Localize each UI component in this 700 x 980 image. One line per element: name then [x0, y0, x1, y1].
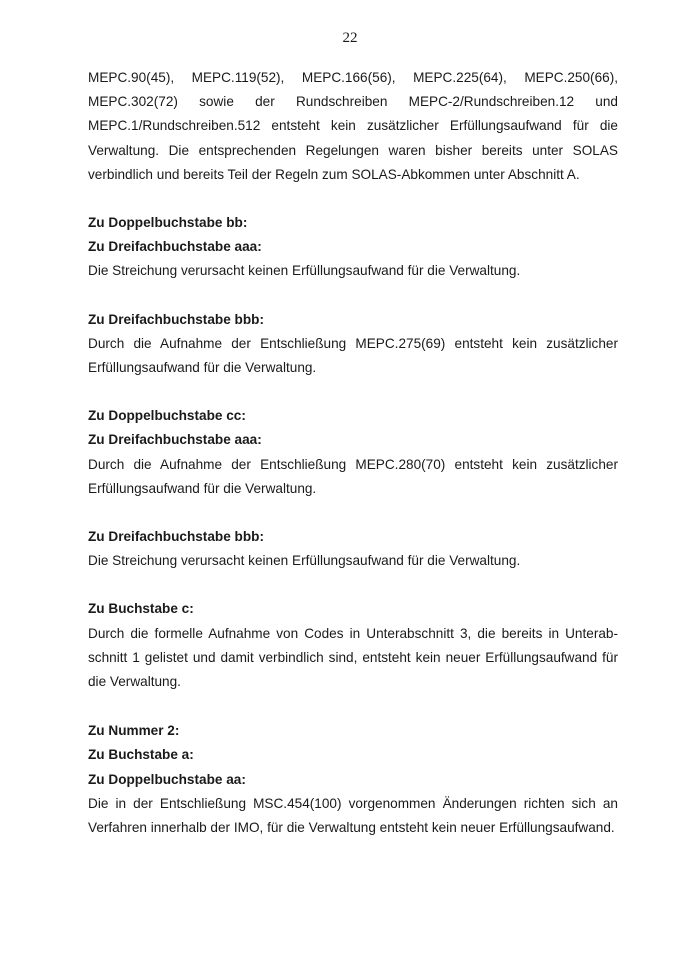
paragraph-streichung: Die Streichung verursacht keinen Erfüllungsaufwand für die Verwaltung.	[88, 263, 521, 279]
paragraph-msc-454: Die in der Entschließung MSC.454(100) vorgenommen Änderungen richten sich an Verfahren innerhalb der IMO, für die Verwaltung entsteht kein neuer Erfüllungsaufwand.	[88, 795, 618, 836]
paragraph-mepc-280: Durch die Aufnahme der Entschließung MEPC.280(70) entsteht kein zusätzlicher Erfüllungsaufwand für die Verwaltung.	[88, 456, 618, 496]
paragraph-mepc-resolutions: MEPC.90(45), MEPC.119(52), MEPC.166(56), MEPC.225(64), MEPC.250(66), MEPC.302(72) sowie der Rundschreiben MEPC-2/Rundschreiben.12 und MEPC.1/Rundschreiben.512 entsteht kein zusätzlicher Erfüllungsaufwand für die Verwaltung. Die entsprechenden Regelungen waren bisher bereits unter SOLAS verbindlich und bereits Teil der Regeln zum SOLAS-Abkommen unter Abschnitt A.	[88, 70, 618, 182]
paragraph-streichung: Die Streichung verursacht keinen Erfüllungsaufwand für die Verwaltung.	[88, 553, 521, 569]
heading-dreifachbuchstabe-bbb: Zu Dreifachbuchstabe bbb:	[88, 311, 264, 327]
paragraph-codes-unterabschnitt: Durch die formelle Aufnahme von Codes in Unterabschnitt 3, die bereits in Unterabschnitt 1 gelistet und damit verbindlich sind, entsteht kein neuer Erfüllungsaufwand für die Verwaltung.	[88, 625, 618, 690]
heading-buchstabe-a: Zu Buchstabe a:	[88, 747, 194, 763]
heading-doppelbuchstabe-bb: Zu Doppelbuchstabe bb:	[88, 215, 248, 231]
heading-doppelbuchstabe-cc: Zu Doppelbuchstabe cc:	[88, 408, 246, 424]
heading-nummer-2: Zu Nummer 2:	[88, 723, 180, 739]
document-body	[88, 66, 618, 840]
paragraph-mepc-275: Durch die Aufnahme der Entschließung MEPC.275(69) entsteht kein zusätzlicher Erfüllungsaufwand für die Verwaltung.	[88, 335, 618, 376]
heading-dreifachbuchstabe-aaa: Zu Dreifachbuchstabe aaa:	[88, 239, 262, 255]
page-number: 22	[342, 30, 358, 46]
heading-buchstabe-c: Zu Buchstabe c:	[88, 601, 194, 617]
heading-doppelbuchstabe-aa: Zu Doppelbuchstabe aa:	[88, 771, 246, 787]
heading-dreifachbuchstabe-aaa: Zu Dreifachbuchstabe aaa:	[88, 432, 262, 448]
heading-dreifachbuchstabe-bbb: Zu Dreifachbuchstabe bbb:	[88, 529, 264, 545]
